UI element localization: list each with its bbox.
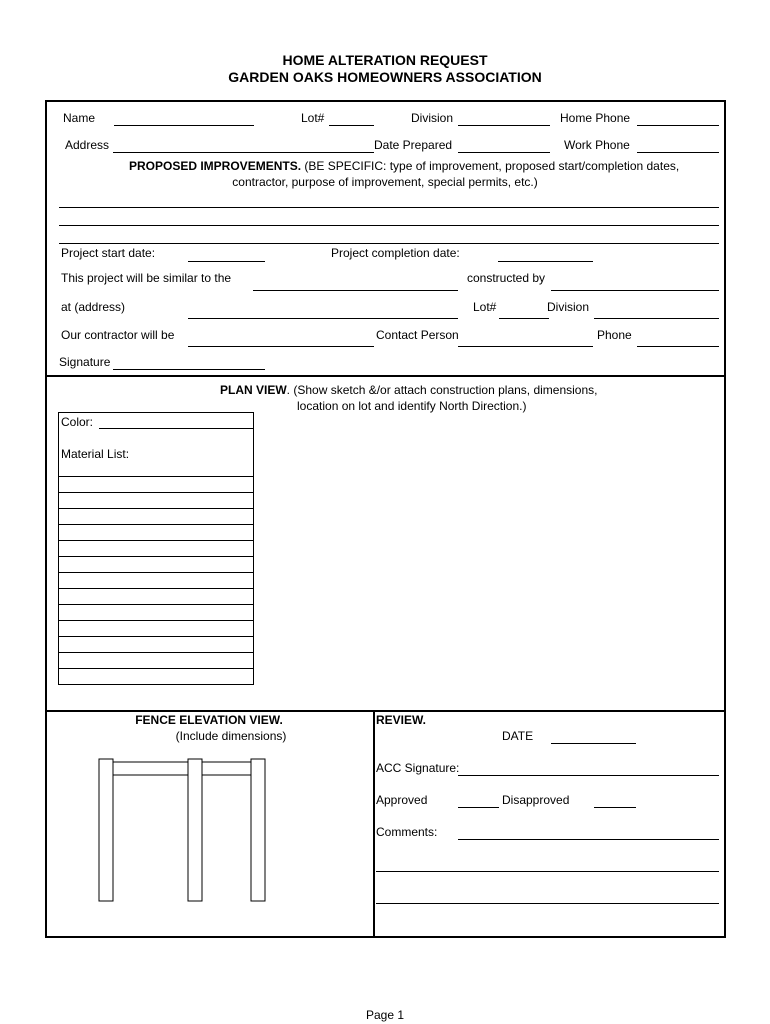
review-date-field[interactable] — [551, 743, 636, 744]
work-phone-field[interactable] — [637, 152, 719, 153]
work-phone-label: Work Phone — [564, 138, 630, 152]
proposed-line-1[interactable] — [59, 207, 719, 208]
review-date-label: DATE — [502, 729, 534, 743]
fence-sketch — [95, 755, 270, 905]
signature-label: Signature — [59, 355, 111, 369]
project-start-label: Project start date: — [61, 246, 156, 260]
comments-line-2[interactable] — [376, 871, 719, 872]
name-field[interactable] — [114, 125, 254, 126]
material-row-line[interactable] — [58, 556, 254, 557]
similar-division-field[interactable] — [594, 318, 719, 319]
approved-field[interactable] — [458, 807, 499, 808]
acc-signature-label: ACC Signature: — [376, 761, 460, 775]
similar-lot-field[interactable] — [499, 318, 549, 319]
proposed-improvements-text — [129, 159, 679, 173]
material-row-line[interactable] — [58, 620, 254, 621]
material-list-label: Material List: — [61, 447, 130, 461]
date-prepared-label: Date Prepared — [374, 138, 453, 152]
home-phone-label: Home Phone — [560, 111, 631, 125]
divider-fence — [45, 710, 726, 712]
name-label: Name — [63, 111, 96, 125]
acc-signature-field[interactable] — [458, 775, 719, 776]
similar-field[interactable] — [253, 290, 458, 291]
constructed-by-label: constructed by — [467, 271, 546, 285]
division-field[interactable] — [458, 125, 550, 126]
proposed-instructions-1: (BE SPECIFIC: type of improvement, proposed start/completion dates, — [301, 159, 680, 173]
material-row-line[interactable] — [58, 540, 254, 541]
at-address-label: at (address) — [61, 300, 126, 314]
review-heading: REVIEW. — [376, 713, 427, 727]
proposed-line-2[interactable] — [59, 225, 719, 226]
material-row-line[interactable] — [58, 476, 254, 477]
proposed-instructions-2: contractor, purpose of improvement, special permits, etc.) — [232, 175, 538, 189]
plan-view-instructions-1: . (Show sketch &/or attach construction plans, dimensions, — [286, 383, 598, 397]
similar-division-label: Division — [547, 300, 590, 314]
contact-person-label: Contact Person — [376, 328, 459, 342]
similar-lot-label: Lot# — [473, 300, 497, 314]
address-field[interactable] — [113, 152, 374, 153]
lot-field[interactable] — [329, 125, 374, 126]
constructed-by-field[interactable] — [551, 290, 719, 291]
material-row-line[interactable] — [58, 604, 254, 605]
project-start-field[interactable] — [188, 261, 265, 262]
similar-label: This project will be similar to the — [61, 271, 232, 285]
fence-post-left — [99, 759, 113, 901]
project-completion-label: Project completion date: — [331, 246, 460, 260]
material-row-line[interactable] — [58, 588, 254, 589]
proposed-line-3[interactable] — [59, 243, 719, 244]
disapproved-label: Disapproved — [502, 793, 570, 807]
signature-field[interactable] — [113, 369, 265, 370]
material-row-line[interactable] — [58, 668, 254, 669]
approved-label: Approved — [376, 793, 428, 807]
plan-view-heading: PLAN VIEW — [220, 383, 287, 397]
lot-label: Lot# — [301, 111, 325, 125]
color-label: Color: — [61, 415, 94, 429]
home-phone-field[interactable] — [637, 125, 719, 126]
fence-elevation-subheading: (Include dimensions) — [175, 729, 287, 743]
association-name: GARDEN OAKS HOMEOWNERS ASSOCIATION — [228, 69, 542, 85]
comments-line-1[interactable] — [458, 839, 719, 840]
fence-post-right — [251, 759, 265, 901]
fence-elevation-heading: FENCE ELEVATION VIEW. — [135, 713, 283, 727]
project-completion-field[interactable] — [498, 261, 593, 262]
comments-line-3[interactable] — [376, 903, 719, 904]
plan-view-instructions-2: location on lot and identify North Direction.) — [297, 399, 527, 413]
page-number: Page 1 — [365, 1008, 405, 1022]
material-row-line[interactable] — [58, 524, 254, 525]
plan-view-text — [220, 383, 598, 397]
form-title: HOME ALTERATION REQUEST — [282, 52, 488, 68]
divider-review — [373, 710, 375, 938]
comments-label: Comments: — [376, 825, 438, 839]
proposed-heading: PROPOSED IMPROVEMENTS. — [129, 159, 302, 173]
address-label: Address — [65, 138, 110, 152]
material-row-line[interactable] — [58, 492, 254, 493]
material-row-line[interactable] — [58, 636, 254, 637]
fence-post-middle — [188, 759, 202, 901]
material-row-line[interactable] — [58, 572, 254, 573]
divider-plan — [45, 375, 726, 377]
contractor-label: Our contractor will be — [61, 328, 175, 342]
contractor-phone-label: Phone — [597, 328, 632, 342]
material-row-line[interactable] — [58, 652, 254, 653]
date-prepared-field[interactable] — [458, 152, 550, 153]
material-row-line[interactable] — [58, 508, 254, 509]
at-address-field[interactable] — [188, 318, 458, 319]
disapproved-field[interactable] — [594, 807, 636, 808]
color-field[interactable] — [99, 428, 253, 429]
contractor-phone-field[interactable] — [637, 346, 719, 347]
contact-person-field[interactable] — [458, 346, 593, 347]
division-label: Division — [411, 111, 454, 125]
contractor-field[interactable] — [188, 346, 374, 347]
